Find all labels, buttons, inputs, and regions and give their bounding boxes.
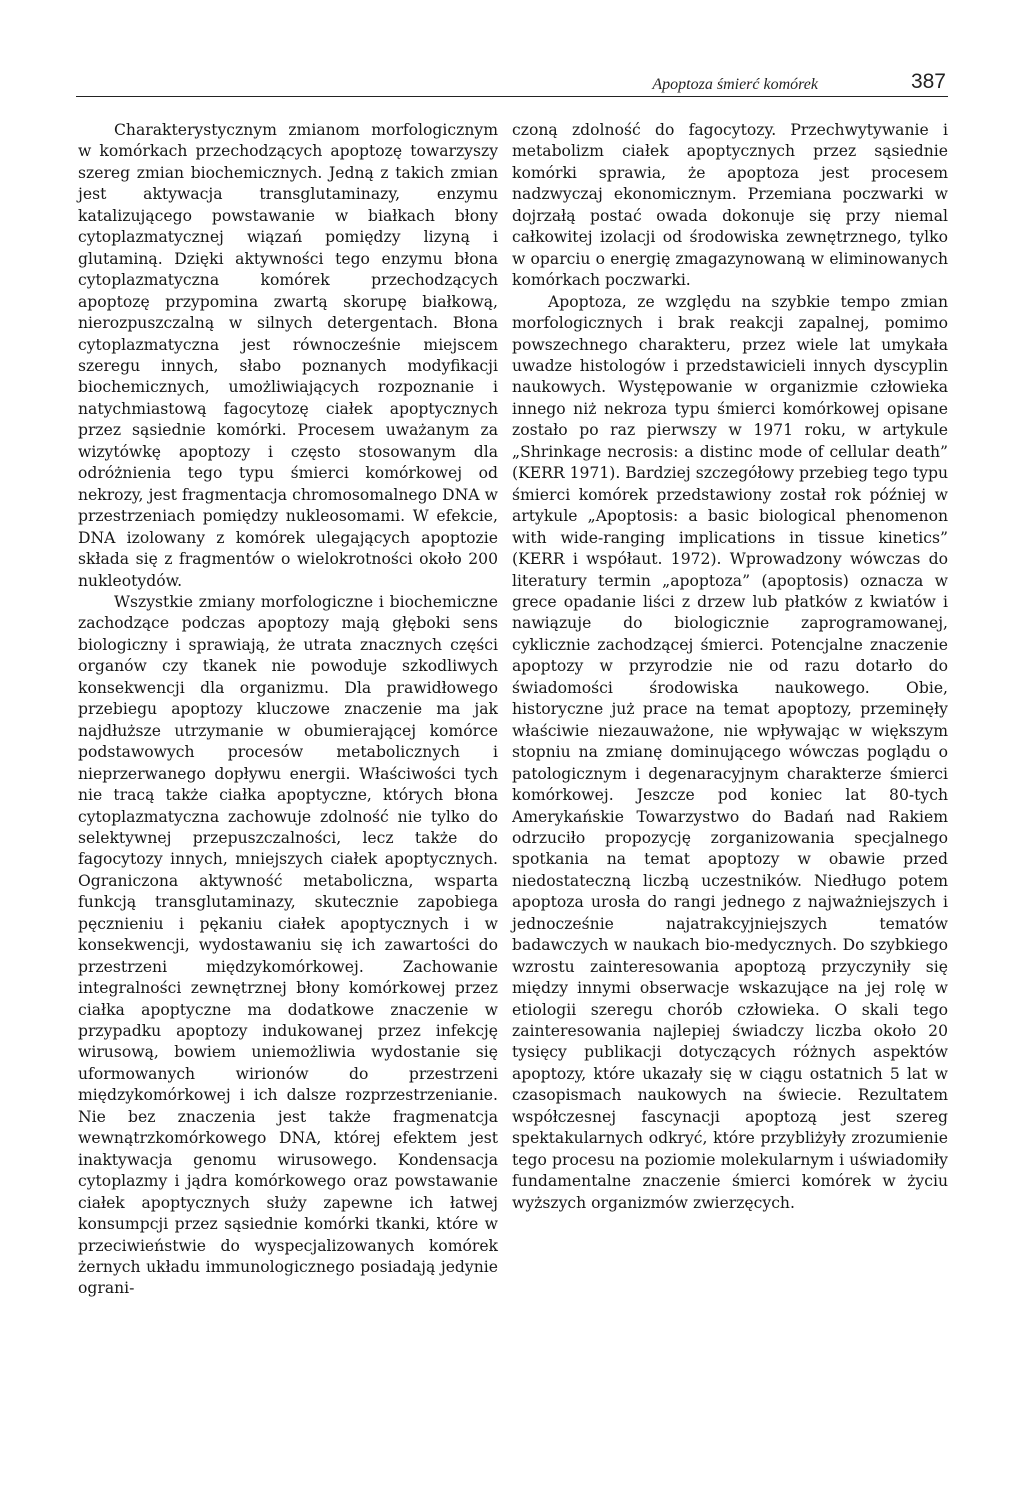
paragraph: czoną zdolność do fagocytozy. Przechwytywanie i metabolizm ciałek apoptycznych przez sąsiednie komórki sprawia, że apoptoza jest procesem nadzwyczaj ekonomicznym. Przemiana poczwarki w dojrzałą postać owada dokonuje się przy niemal całkowitej izolacji od środowiska zewnętrznego, tylko w oparciu o energię zmagazynowaną w eliminowanych komórkach poczwarki. bbox=[512, 121, 948, 290]
right-column bbox=[512, 120, 948, 1214]
paragraph: Apoptoza, ze względu na szybkie tempo zmian morfologicznych i brak reakcji zapalnej, pomimo powszechnego charakteru, przez wiele lat umykała uwadze histologów i przedstawicieli innych dyscyplin naukowych. Występowanie w organizmie człowieka innego niż nekroza typu śmierci komórkowej opisane zostało po raz pierwszy w 1971 roku, w artykule „Shrinkage necrosis: a distinc mode of cellular death” (KERR 1971). Bardziej szczegółowy przebieg tego typu śmierci komórek przedstawiony został rok później w artykule „Apoptosis: a basic biological phenomenon with wide-ranging implications in tissue kinetics” (KERR i współaut. 1972). Wprowadzony wówczas do literatury termin „apoptoza” (apoptosis) oznacza w grece opadanie liści z drzew lub płatków z kwiatów i nawiązuje do biologicznie zaprogramowanej, cyklicznie zachodzącej śmierci. Potencjalne znaczenie apoptozy w przyrodzie nie od razu dotarło do świadomości środowiska naukowego. Obie, historyczne już prace na temat apoptozy, przeminęły właściwie niezauważone, nie wpływając w większym stopniu na zmianę dominującego wówczas poglądu o patologicznym i degenaracyjnym charakterze śmierci komórkowej. Jeszcze pod koniec lat 80-tych Amerykańskie Towarzystwo do Badań nad Rakiem odrzuciło propozycję zorganizowania specjalnego spotkania na temat apoptozy w obawie przed niedostateczną liczbą uczestników. Niedługo potem apoptoza urosła do rangi jednego z najważniejszych i jednocześnie najatrakcyjniejszych tematów badawczych w naukach bio-medycznych. Do szybkiego wzrostu zainteresowania apoptozą przyczyniły się między innymi obserwacje wskazujące na jej rolę w etiologii szeregu chorób człowieka. O skali tego zainteresowania najlepiej świadczy liczba około 20 tysięcy publikacji dotyczących różnych aspektów apoptozy, które ukazały się w ciągu ostatnich 5 lat w czasopismach naukowych na świecie. Rezultatem współczesnej fascynacji apoptozą jest szereg spektakularnych odkryć, które przybliżyły zrozumienie tego procesu na poziomie molekularnym i uświadomiły fundamentalne znaczenie śmierci komórek w życiu wyższych organizmów zwierzęcych. bbox=[512, 292, 948, 1212]
page-header bbox=[76, 70, 948, 97]
paragraph: Charakterystycznym zmianom morfologicznym w komórkach przechodzących apoptozę towarzyszy szereg zmian biochemicznych. Jedną z takich zmian jest aktywacja transglutaminazy, enzymu katalizującego powstawanie w białkach błony cytoplazmatycznej wiązań pomiędzy lizyną i glutaminą. Dzięki aktywności tego enzymu błona cytoplazmatyczna komórek przechodzących apoptozę przypomina zwartą skorupę białkową, nierozpuszczalną w silnych detergentach. Błona cytoplazmatyczna jest równocześnie miejscem szeregu innych, słabo poznanych modyfikacji biochemicznych, umożliwiających rozpoznanie i natychmiastową fagocytozę ciałek apoptycznych przez sąsiednie komórki. Procesem uważanym za wizytówkę apoptozy i często stosowanym dla odróżnienia tego typu śmierci komórkowej od nekrozy, jest fragmentacja chromosomalnego DNA w przestrzeniach pomiędzy nukleosomami. W efekcie, DNA izolowany z komórek ulegających apoptozie składa się z fragmentów o wielokrotności około 200 nukleotydów. bbox=[78, 121, 498, 590]
paragraph: Wszystkie zmiany morfologiczne i biochemiczne zachodzące podczas apoptozy mają głęboki sens biologiczny i sprawiają, że utrata znacznych części organów czy tkanek nie powoduje szkodliwych konsekwencji dla organizmu. Dla prawidłowego przebiegu apoptozy kluczowe znaczenie ma jak najdłuższe utrzymanie w obumierającej komórce podstawowych procesów metabolicznych i nieprzerwanego dopływu energii. Właściwości tych nie tracą także ciałka apoptyczne, których błona cytoplazmatyczna zachowuje zdolność nie tylko do selektywnej przepuszczalności, lecz także do fagocytozy innych, mniejszych ciałek apoptycznych. Ograniczona aktywność metaboliczna, wsparta funkcją transglutaminazy, skutecznie zapobiega pęcznieniu i pękaniu ciałek apoptycznych i w konsekwencji, wydostawaniu się ich zawartości do przestrzeni międzykomórkowej. Zachowanie integralności zewnętrznej błony komórkowej przez ciałka apoptyczne ma dodatkowe znaczenie w przypadku apoptozy indukowanej przez infekcję wirusową, bowiem uniemożliwia wydostanie się uformowanych wirionów do przestrzeni międzykomórkowej i ich dalsze rozprzestrzenianie. Nie bez znaczenia jest także fragmenatcja wewnątrzkomórkowego DNA, której efektem jest inaktywacja genomu wirusowego. Kondensacja cytoplazmy i jądra komórkowego oraz powstawanie ciałek apoptycznych służy zapewne ich łatwej konsumpcji przez sąsiednie komórki tkanki, które w przeciwieństwie do wyspecjalizowanych komórek żernych układu immunologicznego posiadają jedynie ograni- bbox=[78, 592, 498, 1298]
left-column bbox=[78, 120, 498, 1300]
running-title: Apoptoza śmierć komórek bbox=[652, 76, 818, 93]
page-number: 387 bbox=[910, 70, 946, 93]
